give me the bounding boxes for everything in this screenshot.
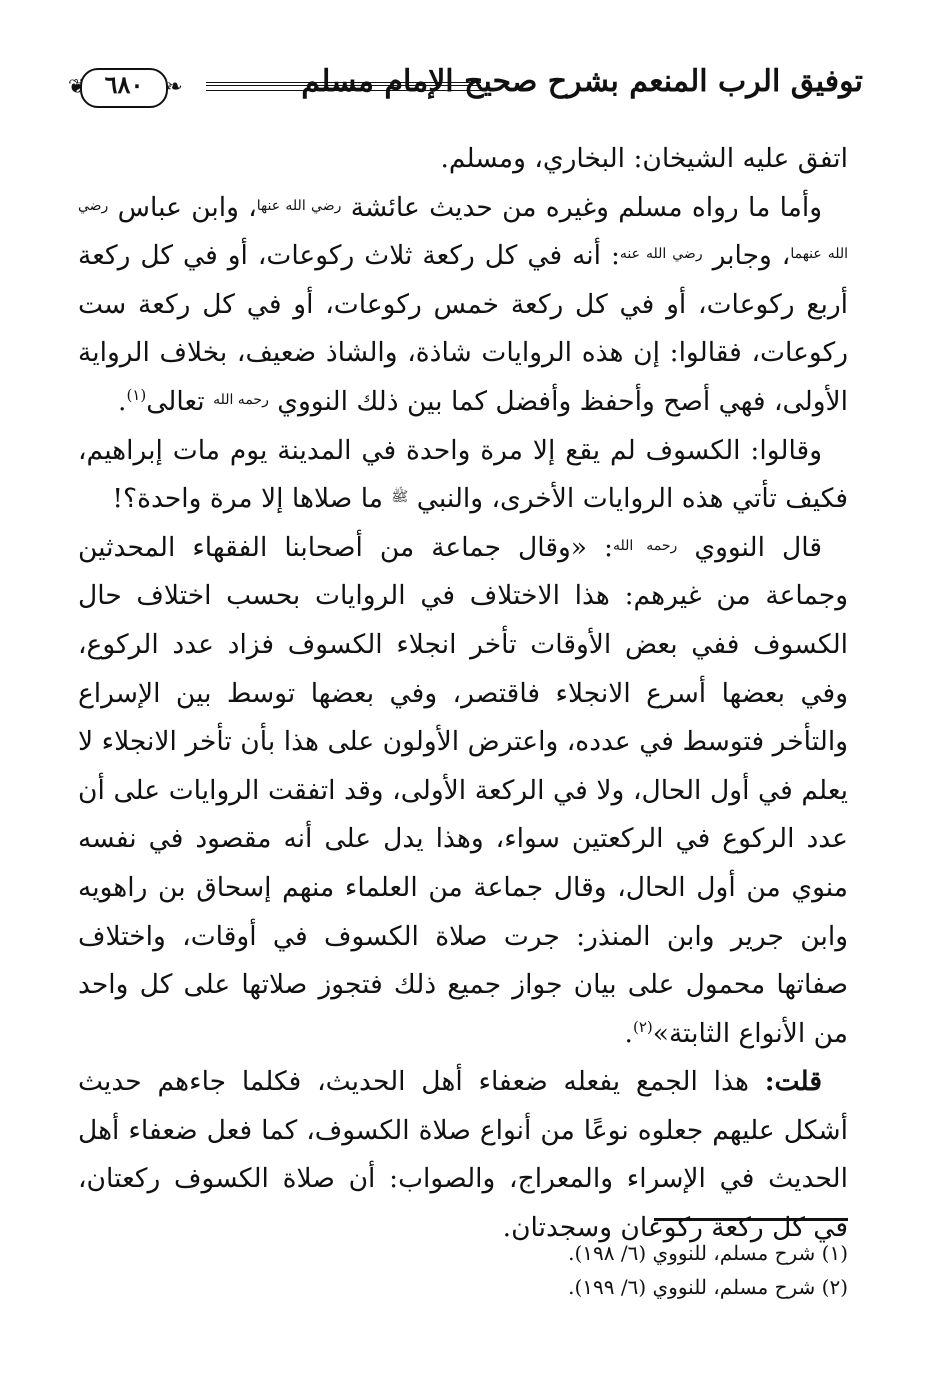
paragraph: [78, 1058, 848, 1252]
paragraph-text: وأما ما رواه مسلم وغيره من حديث عائشة: [350, 191, 822, 223]
paragraph-label: قلت:: [764, 1066, 822, 1098]
paragraph: [78, 524, 848, 1059]
footnote-1: (١) شرح مسلم، للنووي (٦/ ١٩٨).: [568, 1241, 848, 1265]
footnote-separator: [654, 1218, 848, 1221]
page-number: ٦٨٠: [104, 70, 144, 99]
honorific-jabir: رضي الله عنه: [619, 246, 703, 263]
paragraph-text: هذا الجمع يفعله ضعفاء أهل الحديث، فكلما جاءهم حديث أشكل عليهم جعلوه نوعًا من أنواع صلاة الكسوف، كما فعل ضعفاء أهل الحديث في الإسراء والمعراج، والصواب: أن صلاة الكسوف ركعتان، في كل ركعة ركوعان وسجدتان.: [78, 1066, 848, 1244]
footnotes: [400, 1236, 848, 1304]
honorific-prophet: ﷺ: [391, 489, 409, 506]
paragraph: [78, 135, 848, 184]
running-title: توفيق الرب المنعم بشرح صحيح الإمام مسلم: [301, 64, 863, 99]
paragraph-text: قال النووي: [694, 531, 822, 563]
header-double-rule: [206, 82, 481, 86]
footnote-ref[interactable]: (٢): [632, 1017, 653, 1036]
paragraph-text: .: [118, 385, 127, 417]
floral-ornament-icon: ❦: [68, 74, 85, 98]
header-thin-rule: [206, 90, 481, 91]
honorific-ibn-abbas: رضي الله عنهما: [78, 197, 848, 263]
paragraph-text: : أنه في كل ركعة ثلاث ركوعات، أو في كل ركعة أربع ركوعات، أو في كل ركعة خمس ركوعات، أو في كل ركعة ست ركوعات، فقالوا: إن هذه الروايات شاذة، والشاذ ضعيف، بخلاف الرواية الأولى، فهي أصح وأحفظ وأفضل كما بين ذلك النووي: [78, 240, 848, 417]
paragraph-text: تعالى: [146, 385, 205, 417]
paragraph-text: ، وجابر: [712, 240, 791, 272]
page-header: [68, 58, 863, 118]
paragraph-text: .: [624, 1017, 633, 1049]
paragraph-text: ما صلاها إلا مرة واحدة؟!: [112, 483, 383, 515]
paragraph: [78, 427, 848, 524]
paragraph: [78, 184, 848, 427]
main-text: [78, 135, 848, 1253]
paragraph-text: ، وابن عباس: [117, 191, 257, 223]
footnote-ref[interactable]: (١): [126, 386, 147, 405]
paragraph-text: اتفق عليه الشيخان: البخاري، ومسلم.: [440, 143, 848, 174]
honorific-nawawi: رحمه الله: [213, 391, 269, 408]
footnote-2: (٢) شرح مسلم، للنووي (٦/ ١٩٩).: [568, 1275, 848, 1299]
floral-ornament-icon: ❧: [166, 74, 183, 98]
paragraph-text: وقالوا: الكسوف لم يقع إلا مرة واحدة في المدينة يوم مات إبراهيم، فكيف تأتي هذه الروايات الأخرى، والنبي: [78, 434, 848, 515]
honorific-aisha: رضي الله عنها: [256, 197, 342, 214]
honorific-nawawi: رحمه الله: [612, 537, 678, 554]
paragraph-text: : «وقال جماعة من أصحابنا الفقهاء المحدثين وجماعة من غيرهم: هذا الاختلاف في الروايات بحسب اختلاف حال الكسوف ففي بعض الأوقات تأخر انجلاء الكسوف فزاد عدد الركوع، وفي بعضها أسرع الانجلاء فاقتصر، وفي بعضها توسط بين الإسراع والتأخر فتوسط في عدده، واعترض الأولون على هذا بأن تأخر الانجلاء لا يعلم في أول الحال، ولا في الركعة الأولى، وقد اتفقت الروايات على أن عدد الركوع في الركعتين سواء، وهذا يدل على أنه مقصود في نفسه منوي من أول الحال، وقال جماعة من العلماء منهم إسحاق بن راهويه وابن جرير وابن المنذر: جرت صلاة الكسوف في أوقات، واختلاف صفاتها محمول على بيان جواز جميع ذلك فتجوز صلاتها على كل واحد من الأنواع الثابتة»: [78, 531, 848, 1049]
page-number-ornament: [68, 58, 183, 114]
